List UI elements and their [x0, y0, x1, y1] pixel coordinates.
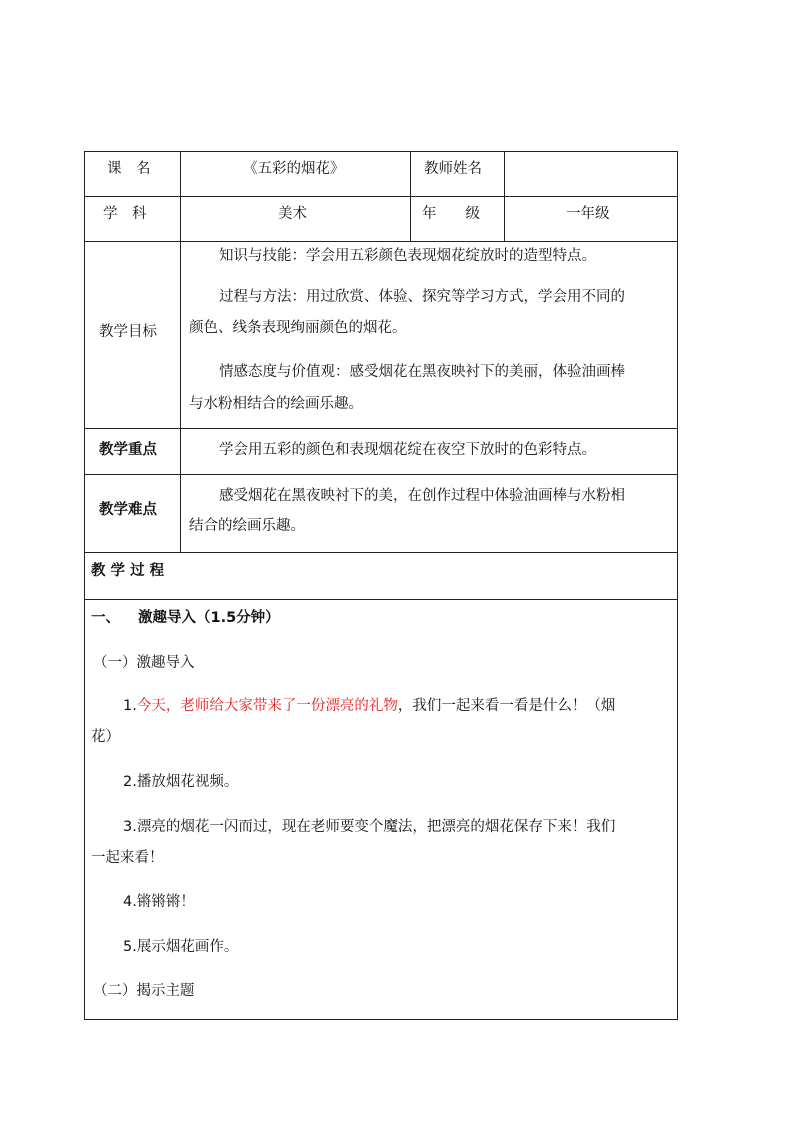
section1-title: 激趣导入（1.5分钟）: [138, 610, 280, 626]
process-title: 教 学 过 程: [91, 563, 165, 579]
key-point-text: 学会用五彩的颜色和表现烟花绽在夜空下放时的色彩特点。: [219, 442, 596, 458]
column-divider: [180, 152, 181, 552]
objective-process-line2: 颜色、线条表现绚丽颜色的烟花。: [189, 320, 407, 336]
key-point-label: 教学重点: [99, 442, 157, 458]
step4: 4.锵锵锵！: [123, 894, 195, 910]
subject-label: 学 科: [103, 206, 147, 222]
subject-value: 美术: [278, 206, 307, 222]
step1-number: 1.: [123, 698, 137, 714]
lesson-plan-table: [84, 151, 678, 1020]
row-divider: [85, 599, 677, 600]
column-divider: [410, 152, 411, 241]
grade-value: 一年级: [566, 206, 610, 222]
difficulty-label: 教学难点: [99, 502, 157, 518]
teacher-name-label: 教师姓名: [424, 161, 482, 177]
step1-highlight: 今天，老师给大家带来了一份漂亮的礼物: [136, 698, 398, 714]
difficulty-line2: 结合的绘画乐趣。: [189, 518, 305, 534]
row-divider: [85, 474, 677, 475]
step3-line2: 一起来看！: [91, 850, 164, 866]
objective-emotion-line1: 情感态度与价值观：感受烟花在黑夜映衬下的美丽，体验油画棒: [219, 364, 625, 380]
row-divider: [85, 552, 677, 553]
column-divider: [504, 152, 505, 241]
objective-emotion-line2: 与水粉相结合的绘画乐趣。: [189, 396, 363, 412]
objective-knowledge: 知识与技能：学会用五彩颜色表现烟花绽放时的造型特点。: [219, 248, 596, 264]
difficulty-line1: 感受烟花在黑夜映衬下的美，在创作过程中体验油画棒与水粉相: [219, 488, 625, 504]
row-divider: [85, 428, 677, 429]
step5: 5.展示烟花画作。: [123, 939, 239, 955]
subsection1-title: （一）激趣导入: [93, 655, 195, 671]
step1-line2: 花）: [91, 729, 120, 745]
row-divider: [85, 196, 677, 197]
objective-process-line1: 过程与方法：用过欣赏、体验、探究等学习方式，学会用不同的: [219, 289, 625, 305]
step1-line1: [123, 696, 615, 716]
row-divider: [85, 241, 677, 242]
grade-label: 年 级: [422, 206, 480, 222]
step3-line1: 3.漂亮的烟花一闪而过，现在老师要变个魔法，把漂亮的烟花保存下来！我们: [123, 819, 616, 835]
course-name-label: 课 名: [107, 161, 151, 177]
section1-number: 一、: [91, 610, 120, 626]
objectives-label: 教学目标: [99, 324, 157, 340]
course-name-value: 《五彩的烟花》: [243, 161, 345, 177]
subsection2-title: （二）揭示主题: [93, 983, 195, 999]
step1-rest: ，我们一起来看一看是什么！（烟: [397, 698, 616, 714]
step2: 2.播放烟花视频。: [123, 774, 239, 790]
